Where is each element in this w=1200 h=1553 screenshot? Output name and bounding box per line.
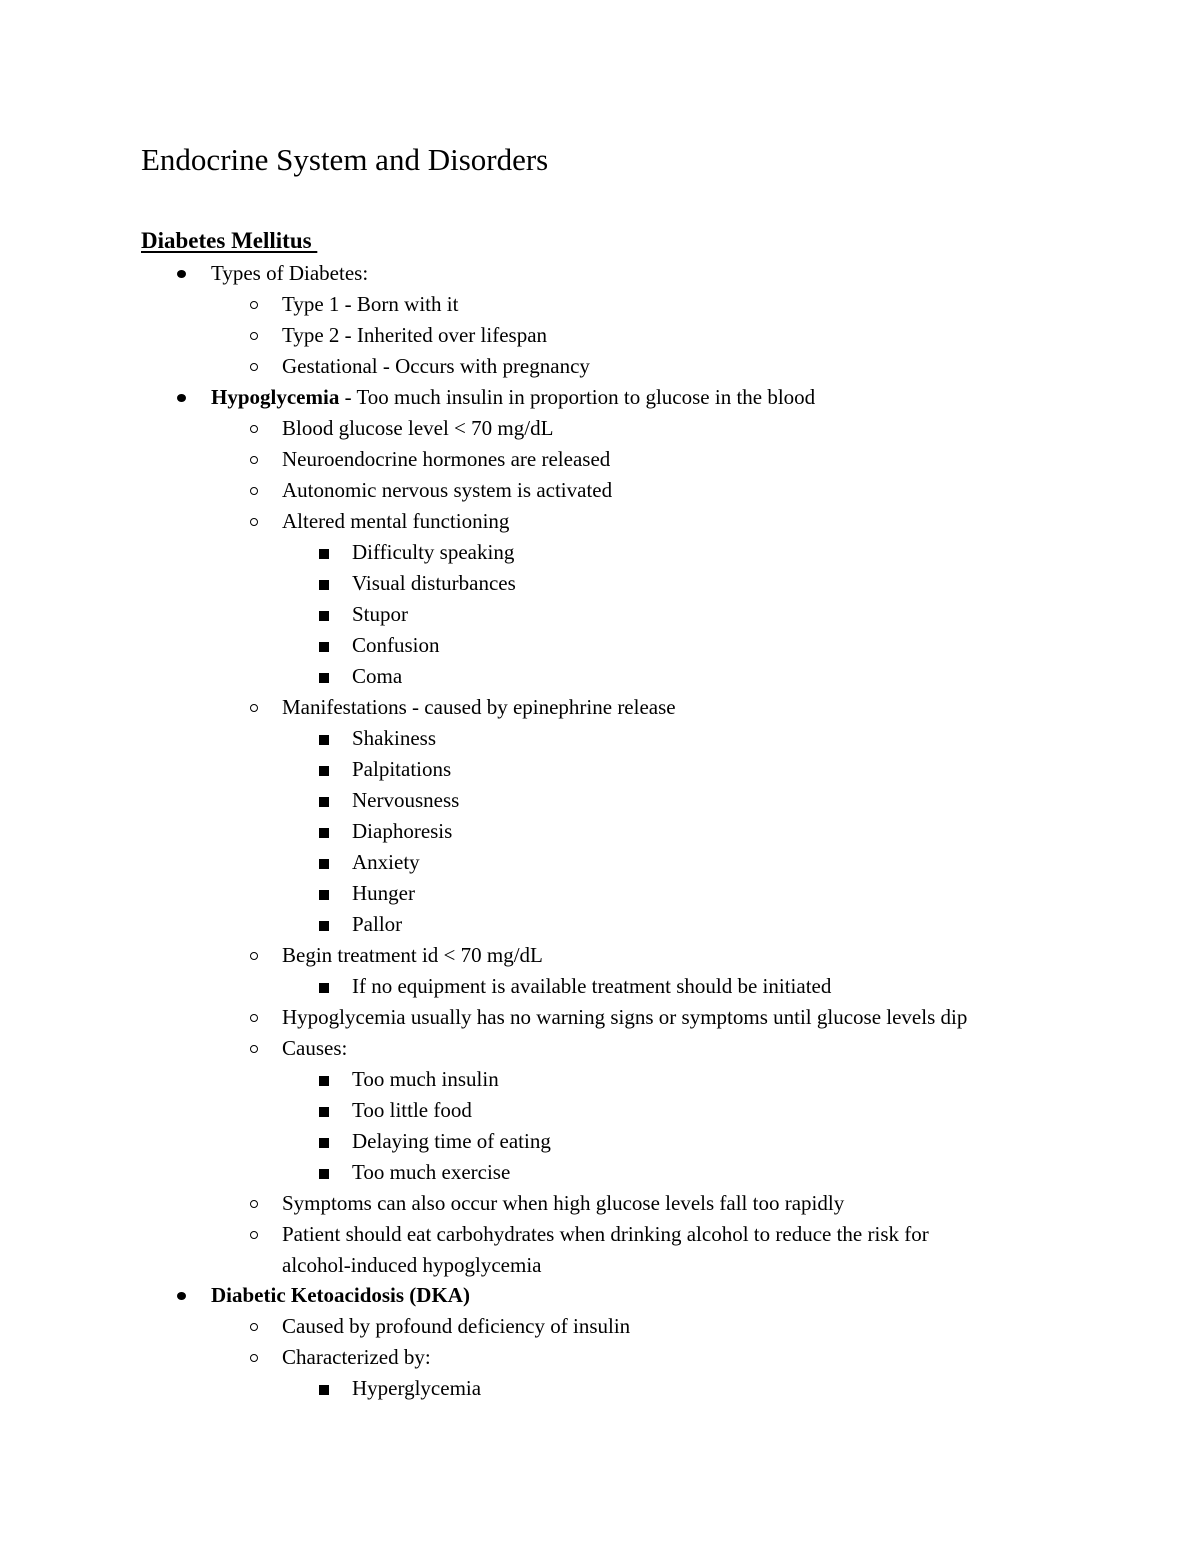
list-item-text: Hypoglycemia usually has no warning signs or symptoms until glucose levels dip (282, 1005, 968, 1029)
bullet-dot-icon (177, 258, 186, 289)
bullet-square-icon (319, 785, 329, 816)
list-item (0, 1311, 1200, 1342)
bullet-ring-icon (250, 1002, 258, 1033)
list-item-text: If no equipment is available treatment should be initiated (352, 974, 832, 998)
bullet-square-icon (319, 1095, 329, 1126)
list-item (0, 1064, 1200, 1095)
list-item (0, 661, 1200, 692)
list-item (0, 754, 1200, 785)
list-item-text: Types of Diabetes: (211, 261, 369, 285)
bullet-ring-icon (250, 692, 258, 723)
list-item (0, 971, 1200, 1002)
bullet-ring-icon (250, 940, 258, 971)
list-item (0, 1280, 1200, 1311)
list-item-text: Delaying time of eating (352, 1129, 551, 1153)
list-item (0, 1095, 1200, 1126)
list-item-text: Stupor (352, 602, 409, 626)
list-item (0, 785, 1200, 816)
list-item-text: Blood glucose level < 70 mg/dL (282, 416, 554, 440)
bullet-square-icon (319, 1157, 329, 1188)
document-title: Endocrine System and Disorders (141, 142, 549, 177)
list-item (0, 1188, 1200, 1219)
list-item-text: Symptoms can also occur when high glucose levels fall too rapidly (282, 1191, 845, 1215)
list-item (0, 1033, 1200, 1064)
list-item (0, 1342, 1200, 1373)
bullet-ring-icon (250, 1311, 258, 1342)
bullet-ring-icon (250, 320, 258, 351)
list-item-text: Altered mental functioning (282, 509, 510, 533)
bullet-ring-icon (250, 475, 258, 506)
list-item (0, 289, 1200, 320)
bullet-ring-icon (250, 289, 258, 320)
bullet-square-icon (319, 723, 329, 754)
term-definition: - Too much insulin in proportion to glucose in the blood (339, 385, 816, 409)
list-item-text: Anxiety (352, 850, 420, 874)
list-item (0, 475, 1200, 506)
list-item-text: Too much exercise (352, 1160, 511, 1184)
list-item (0, 599, 1200, 630)
list-item-text (211, 382, 815, 413)
bullet-ring-icon (250, 1033, 258, 1064)
list-item-text (211, 1280, 470, 1311)
list-item (0, 444, 1200, 475)
list-item (0, 630, 1200, 661)
list-item-text: Visual disturbances (352, 571, 516, 595)
list-item (0, 1002, 1200, 1033)
list-item-text: Patient should eat carbohydrates when drinking alcohol to reduce the risk for (282, 1222, 929, 1246)
list-item (0, 537, 1200, 568)
bullet-square-icon (319, 878, 329, 909)
list-item (0, 413, 1200, 444)
bullet-square-icon (319, 630, 329, 661)
list-item-text: Coma (352, 664, 403, 688)
list-item (0, 940, 1200, 971)
bullet-square-icon (319, 909, 329, 940)
list-item-text: Autonomic nervous system is activated (282, 478, 613, 502)
bullet-dot-icon (177, 382, 186, 413)
list-item (0, 1373, 1200, 1404)
list-item-text: Begin treatment id < 70 mg/dL (282, 943, 543, 967)
bullet-square-icon (319, 847, 329, 878)
bullet-ring-icon (250, 413, 258, 444)
list-item (0, 1126, 1200, 1157)
bullet-square-icon (319, 1373, 329, 1404)
bullet-dot-icon (177, 1280, 186, 1311)
list-item (0, 723, 1200, 754)
list-item (0, 692, 1200, 723)
list-item-text: Type 1 - Born with it (282, 292, 459, 316)
bullet-ring-icon (250, 351, 258, 382)
list-item-text: Manifestations - caused by epinephrine release (282, 695, 676, 719)
bullet-square-icon (319, 1064, 329, 1095)
list-item-text: Hyperglycemia (352, 1376, 482, 1400)
list-item-text: Too much insulin (352, 1067, 499, 1091)
list-item (0, 816, 1200, 847)
list-item-text: Palpitations (352, 757, 452, 781)
list-item (0, 382, 1200, 413)
list-item (0, 847, 1200, 878)
bullet-ring-icon (250, 444, 258, 475)
bullet-square-icon (319, 754, 329, 785)
list-item-text: Difficulty speaking (352, 540, 515, 564)
list-item (0, 878, 1200, 909)
list-item-text: Type 2 - Inherited over lifespan (282, 323, 548, 347)
list-item-text: Causes: (282, 1036, 348, 1060)
outline-list (0, 258, 1200, 1404)
list-item-text: Neuroendocrine hormones are released (282, 447, 611, 471)
bullet-ring-icon (250, 1342, 258, 1373)
list-item (0, 1219, 1200, 1250)
list-item-continuation (0, 1250, 1200, 1280)
bullet-square-icon (319, 1126, 329, 1157)
list-item-text: Caused by profound deficiency of insulin (282, 1314, 631, 1338)
bullet-square-icon (319, 599, 329, 630)
bullet-square-icon (319, 661, 329, 692)
list-item (0, 351, 1200, 382)
list-item-text: alcohol-induced hypoglycemia (282, 1253, 542, 1277)
list-item-text: Too little food (352, 1098, 472, 1122)
bullet-square-icon (319, 816, 329, 847)
list-item (0, 320, 1200, 351)
list-item (0, 909, 1200, 940)
bullet-square-icon (319, 568, 329, 599)
list-item-text: Shakiness (352, 726, 436, 750)
list-item-text: Confusion (352, 633, 440, 657)
bullet-ring-icon (250, 506, 258, 537)
list-item-text: Gestational - Occurs with pregnancy (282, 354, 590, 378)
list-item-text: Pallor (352, 912, 403, 936)
bullet-ring-icon (250, 1188, 258, 1219)
section-heading-diabetes-mellitus: Diabetes Mellitus (141, 228, 318, 253)
term-hypoglycemia: Hypoglycemia (211, 385, 340, 409)
list-item-text: Nervousness (352, 788, 460, 812)
list-item (0, 258, 1200, 289)
bullet-ring-icon (250, 1219, 258, 1250)
list-item-text: Characterized by: (282, 1345, 431, 1369)
bullet-square-icon (319, 537, 329, 568)
list-item-text: Diaphoresis (352, 819, 453, 843)
list-item (0, 1157, 1200, 1188)
list-item (0, 506, 1200, 537)
term-dka: Diabetic Ketoacidosis (DKA) (211, 1283, 470, 1307)
list-item-text: Hunger (352, 881, 415, 905)
list-item (0, 568, 1200, 599)
bullet-square-icon (319, 971, 329, 1002)
